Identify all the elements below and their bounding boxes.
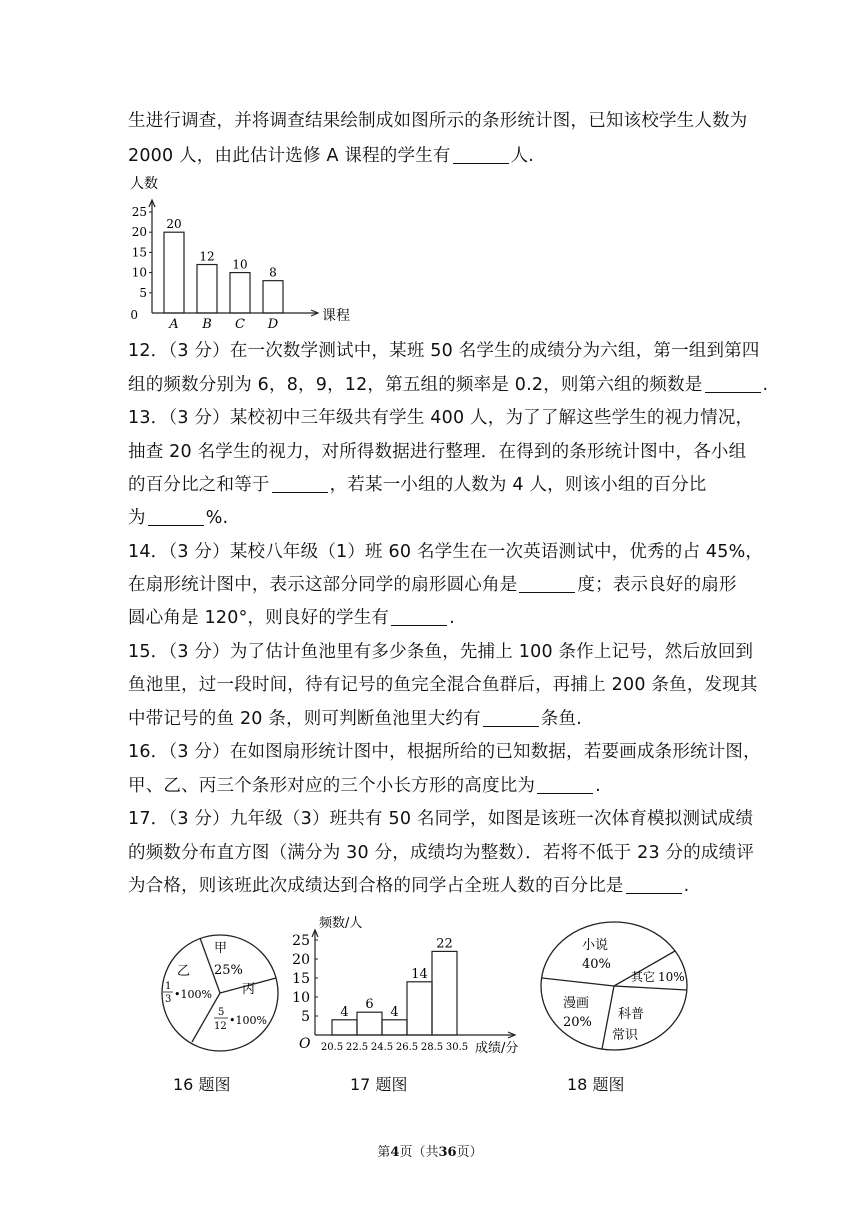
slice-label-manhua: 漫画 [563,996,590,1011]
pie-chart-16 [152,925,292,1065]
y-tick-label: 20 [131,225,147,240]
text-line: 2000 人，由此估计选修 A 课程的学生有 人. [128,146,535,166]
slice-frac-suffix: •100% [174,988,212,1001]
answer-blank[interactable] [272,475,328,493]
text-line: 甲、乙、丙三个条形对应的三个小长方形的高度比为 . [128,776,601,796]
bar-value-label: 20 [166,217,182,232]
text-line: 16．（3 分）在如图扇形统计图中，根据所给的已知数据，若要画成条形统计图， [128,742,761,762]
slice-value-qita: 10% [658,970,685,984]
answer-blank[interactable] [519,575,575,593]
answer-blank[interactable] [626,876,682,894]
category-label: D [267,317,279,332]
text-line: 生进行调查，并将调查结果绘制成如图所示的条形统计图，已知该校学生人数为 [128,111,748,131]
text-line: 为 %. [128,508,229,528]
answer-blank[interactable] [391,608,447,626]
x-tick-label: 24.5 [370,1042,394,1053]
figure-caption-17: 17 题图 [350,1075,408,1094]
bar-value-label: 12 [199,249,215,264]
axes [130,200,318,322]
text-line: 为合格，则该班此次成绩达到合格的同学占全班人数的百分比是 . [128,876,690,896]
y-tick-label: 10 [292,990,310,1006]
text-line: 15．（3 分）为了估计鱼池里有多少条鱼，先捕上 100 条作上记号，然后放回到 [128,642,754,662]
text-line: 的百分比之和等于 ，若某一小组的人数为 4 人，则该小组的百分比 [128,475,707,495]
answer-blank[interactable] [453,146,509,164]
bars [332,936,457,1035]
histogram-17 [285,912,535,1062]
bar-A [164,232,184,313]
y-tick-label: 25 [131,205,147,219]
page-number: 4 [390,1145,400,1160]
histogram-bar [382,1020,407,1035]
slice-value-xiaoshuo: 40% [582,957,611,972]
x-tick-label: 26.5 [395,1042,419,1053]
slice-frac-num: 1 [165,981,172,992]
text-line: 中带记号的鱼 20 条，则可判断鱼池里大约有 条鱼. [128,709,582,729]
text-line: 17．（3 分）九年级（3）班共有 50 名同学，如图是该班一次体育模拟测试成绩 [128,809,754,829]
text-line: 12．（3 分）在一次数学测试中，某班 50 名学生的成绩分为六组，第一组到第四 [128,341,760,361]
category-label: B [202,317,212,332]
text-line: 在扇形统计图中，表示这部分同学的扇形圆心角是 度；表示良好的扇形 [128,575,737,595]
category-label: C [235,317,245,332]
bar-value-label: 4 [340,1004,349,1020]
total-pages: 36 [438,1145,457,1160]
page-footer: 第4页（共36页） [377,1145,483,1160]
bar-value-label: 10 [232,257,248,272]
slice-value-jia: 25% [214,963,243,978]
y-tick-label: 5 [139,285,147,300]
slice-label-bing: 丙 [242,982,256,997]
x-axis-label: 课程 [322,308,350,324]
text-line: 圆心角是 120°，则良好的学生有 . [128,608,455,628]
bar-C [230,273,250,313]
pie-divider [614,986,687,990]
bar-value-label: 22 [436,936,453,952]
answer-blank[interactable] [148,508,204,526]
x-tick-label: 20.5 [320,1042,344,1053]
slice-frac-den: 12 [214,1021,227,1032]
y-tick-label: 0 [130,308,138,322]
histogram-bar [357,1012,382,1035]
text-line: 14．（3 分）某校八年级（1）班 60 名学生在一次英语测试中，优秀的占 45%， [128,542,764,562]
answer-blank[interactable] [705,375,761,393]
answer-blank[interactable] [483,709,539,727]
text-line: 鱼池里，过一段时间，待有记号的鱼完全混合鱼群后，再捕上 200 条鱼，发现其 [128,675,758,695]
histogram-bar [432,951,457,1035]
x-tick-label: 30.5 [445,1042,469,1053]
slice-frac-den: 3 [165,994,172,1005]
slice-label-kepu: 科普 [618,1007,645,1022]
slice-label-qita: 其它 [631,970,656,984]
y-tick-label: 10 [131,265,147,280]
slice-label-jia: 甲 [214,941,228,956]
category-label: A [169,317,179,332]
bar-value-label: 4 [390,1004,399,1020]
text-line: 13．（3 分）某校初中三年级共有学生 400 人，为了了解这些学生的视力情况， [128,408,754,428]
x-axis-label: 成绩/分 [475,1041,519,1056]
figure-caption-18: 18 题图 [567,1075,625,1094]
figure-caption-16: 16 题图 [173,1075,231,1094]
x-tick-label: 28.5 [420,1042,444,1053]
pie-chart-18 [530,918,700,1068]
slice-label-changshi: 常识 [612,1028,639,1043]
y-tick-label: 5 [301,1009,310,1025]
bars [164,217,283,332]
text-line: 抽查 20 名学生的视力，对所得数据进行整理．在得到的条形统计图中，各小组 [128,442,747,462]
y-tick-label: 15 [292,971,310,987]
text-line: 的频数分布直方图（满分为 30 分，成绩均为整数）．若将不低于 23 分的成绩评 [128,843,755,863]
y-axis-label: 人数 [130,176,158,192]
histogram-bar [332,1020,357,1035]
bar-D [263,281,283,313]
slice-value-manhua: 20% [563,1015,592,1030]
bar-B [197,265,217,313]
origin-label: O [299,1036,311,1052]
bar-value-label: 8 [269,265,277,280]
histogram-bar [407,982,432,1035]
slice-label-yi: 乙 [177,964,191,979]
y-tick-label: 15 [131,245,147,260]
course-bar-chart [128,170,368,332]
y-tick-label: 20 [292,952,310,968]
text-line: 组的频数分别为 6，8，9，12，第五组的频率是 0.2，则第六组的频数是 . [128,375,769,395]
slice-label-xiaoshuo: 小说 [582,938,609,953]
pie-divider [542,978,614,986]
slice-frac-num: 5 [218,1007,225,1018]
answer-blank[interactable] [537,776,593,794]
slice-frac-suffix: •100% [229,1014,267,1027]
y-axis-label: 频数/人 [319,916,363,931]
bar-value-label: 14 [411,966,428,982]
bar-value-label: 6 [365,997,374,1013]
x-tick-label: 22.5 [345,1042,369,1053]
y-tick-label: 25 [292,933,310,949]
